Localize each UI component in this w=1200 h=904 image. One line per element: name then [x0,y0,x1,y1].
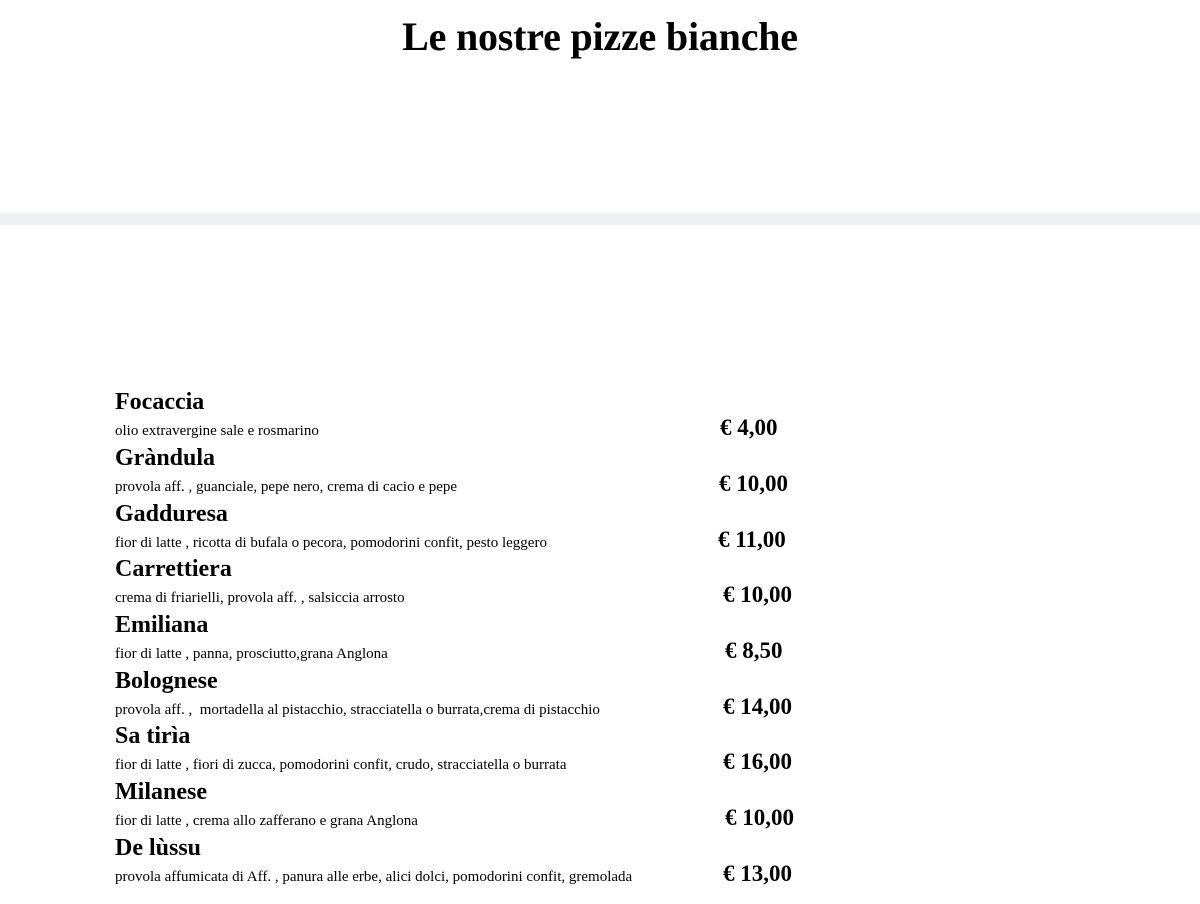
menu-item-name: Carrettiera [115,556,232,582]
menu-item-gadduresa [115,500,815,556]
menu-item-price: € 4,00 [720,415,778,440]
menu-item-description: crema di friarielli, provola aff. , salsiccia arrosto [115,590,405,606]
menu-item-price: € 10,00 [719,471,788,496]
page-title: Le nostre pizze bianche [402,14,798,59]
menu-item-focaccia [115,388,815,444]
menu-item-description: fior di latte , panna, prosciutto,grana Anglona [115,646,388,662]
menu-item-description: provola aff. , mortadella al pistacchio, stracciatella o burrata,crema di pistacchio [115,702,600,718]
menu-item-name: Bolognese [115,668,218,694]
menu-item-sa-tiria [115,722,815,778]
menu-item-name: De lùssu [115,835,202,861]
menu-item-name: Sa tirìa [115,723,191,749]
menu-item-name: Focaccia [115,389,205,415]
menu-item-name: Milanese [115,779,207,805]
menu-item-price: € 13,00 [723,861,792,886]
menu-item-de-lussu [115,834,815,890]
menu-item-price: € 11,00 [718,527,786,552]
menu-item-price: € 10,00 [723,582,792,607]
menu-item-price: € 16,00 [723,749,792,774]
menu-item-milanese [115,778,815,834]
menu-item-price: € 10,00 [725,805,794,830]
menu-item-name: Emiliana [115,612,209,638]
menu-item-bolognese [115,667,815,723]
menu-item-emiliana [115,611,815,667]
menu-item-description: fior di latte , ricotta di bufala o pecora, pomodorini confit, pesto leggero [115,535,547,551]
menu-item-price: € 8,50 [725,638,783,663]
menu-item-description: provola aff. , guanciale, pepe nero, crema di cacio e pepe [115,479,458,495]
menu-item-description: fior di latte , fiori di zucca, pomodorini confit, crudo, stracciatella o burrata [115,757,567,773]
menu-item-name: Gràndula [115,445,216,471]
menu-item-carrettiera [115,555,815,611]
menu-item-description: olio extravergine sale e rosmarino [115,423,319,439]
menu-item-price: € 14,00 [723,694,792,719]
menu-item-description: fior di latte , crema allo zafferano e grana Anglona [115,813,418,829]
menu-item-grandula [115,444,815,500]
menu-item-name: Gadduresa [115,501,228,527]
menu-item-description: provola affumicata di Aff. , panura alle erbe, alici dolci, pomodorini confit, gremolada [115,869,633,885]
